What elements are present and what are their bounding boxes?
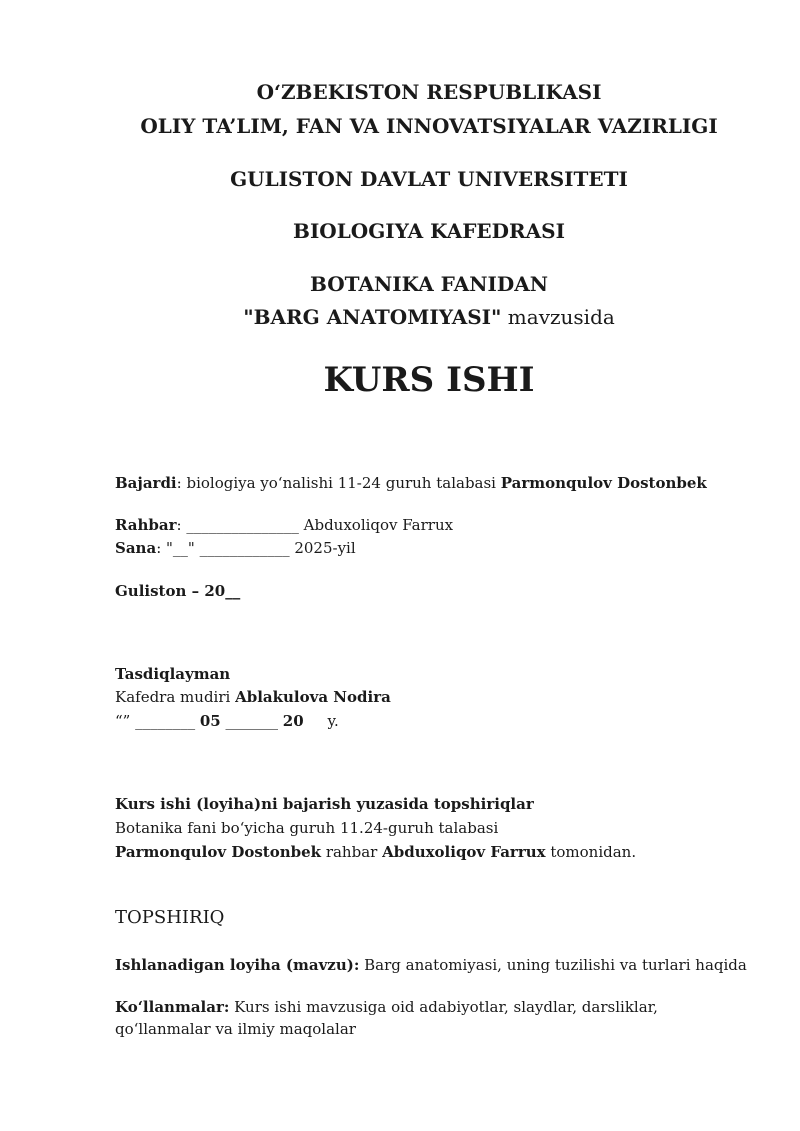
approval-title-text: Tasdiqlayman xyxy=(115,665,231,683)
manuals-label: Ko‘llanmalar: xyxy=(115,998,230,1016)
topshiriq-heading: TOPSHIRIQ xyxy=(115,907,225,928)
approval-date-prefix: “” ________ xyxy=(115,712,200,730)
approval-year: 20 xyxy=(282,712,304,730)
approval-month: 05 xyxy=(199,712,221,730)
approval-role-line xyxy=(115,688,391,706)
topic-suffix: mavzusida xyxy=(501,305,615,329)
project-label: Ishlanadigan loyiha (mavzu): xyxy=(115,956,360,974)
topic-title: "BARG ANATOMIYASI" xyxy=(243,305,502,329)
tasks-supervisor: Abduxoliqov Farrux xyxy=(382,843,546,861)
tasks-line-2 xyxy=(115,843,636,861)
bajardi-label: Bajardi xyxy=(115,474,177,492)
tasks-line-1: Botanika fani bo‘yicha guruh 11.24-guruh talabasi xyxy=(115,819,499,837)
tasks-heading-text: Kurs ishi (loyiha)ni bajarish yuzasida topshiriqlar xyxy=(115,795,534,813)
sana-text: : "__" ____________ 2025-yil xyxy=(156,539,356,557)
rahbar-line xyxy=(115,516,453,534)
document-title: KURS ISHI xyxy=(323,360,535,400)
ministry-line-2: OLIY TA’LIM, FAN VA INNOVATSIYALAR VAZIRLIGI xyxy=(140,114,718,138)
student-name: Parmonqulov Dostonbek xyxy=(500,474,707,492)
rahbar-text: : _______________ Abduxoliqov Farrux xyxy=(176,516,454,534)
tasks-end: tomonidan. xyxy=(545,843,637,861)
tasks-mid: rahbar xyxy=(321,843,383,861)
sana-line xyxy=(115,539,356,557)
ministry-line-1: O‘ZBEKISTON RESPUBLIKASI xyxy=(256,80,602,104)
approval-title xyxy=(115,665,230,683)
subject-name: BOTANIKA FANIDAN xyxy=(309,272,549,296)
rahbar-label: Rahbar xyxy=(115,516,177,534)
manuals-text: Kurs ishi mavzusiga oid adabiyotlar, slaydlar, darsliklar, qo‘llanmalar va ilmiy maqolalar xyxy=(115,998,658,1038)
approval-name: Ablakulova Nodira xyxy=(235,688,391,706)
approval-role: Kafedra mudiri xyxy=(115,688,236,706)
manuals-paragraph xyxy=(115,996,745,1040)
department-name: BIOLOGIYA KAFEDRASI xyxy=(293,219,565,243)
approval-date-suffix: y. xyxy=(303,712,339,730)
topic-line xyxy=(0,305,800,329)
bajardi-line xyxy=(115,474,707,492)
project-line xyxy=(115,956,747,974)
approval-date-line xyxy=(115,712,339,730)
place-year xyxy=(115,582,240,600)
tasks-student: Parmonqulov Dostonbek xyxy=(115,843,322,861)
approval-date-mid: _______ xyxy=(220,712,283,730)
project-text: Barg anatomiyasi, uning tuzilishi va turlari haqida xyxy=(359,956,747,974)
place-year-text: Guliston – 20__ xyxy=(115,582,241,600)
sana-label: Sana xyxy=(115,539,157,557)
bajardi-text: : biologiya yo‘nalishi 11-24 guruh talabasi xyxy=(176,474,501,492)
tasks-heading xyxy=(115,795,534,813)
university-name: GULISTON DAVLAT UNIVERSITETI xyxy=(230,167,628,191)
